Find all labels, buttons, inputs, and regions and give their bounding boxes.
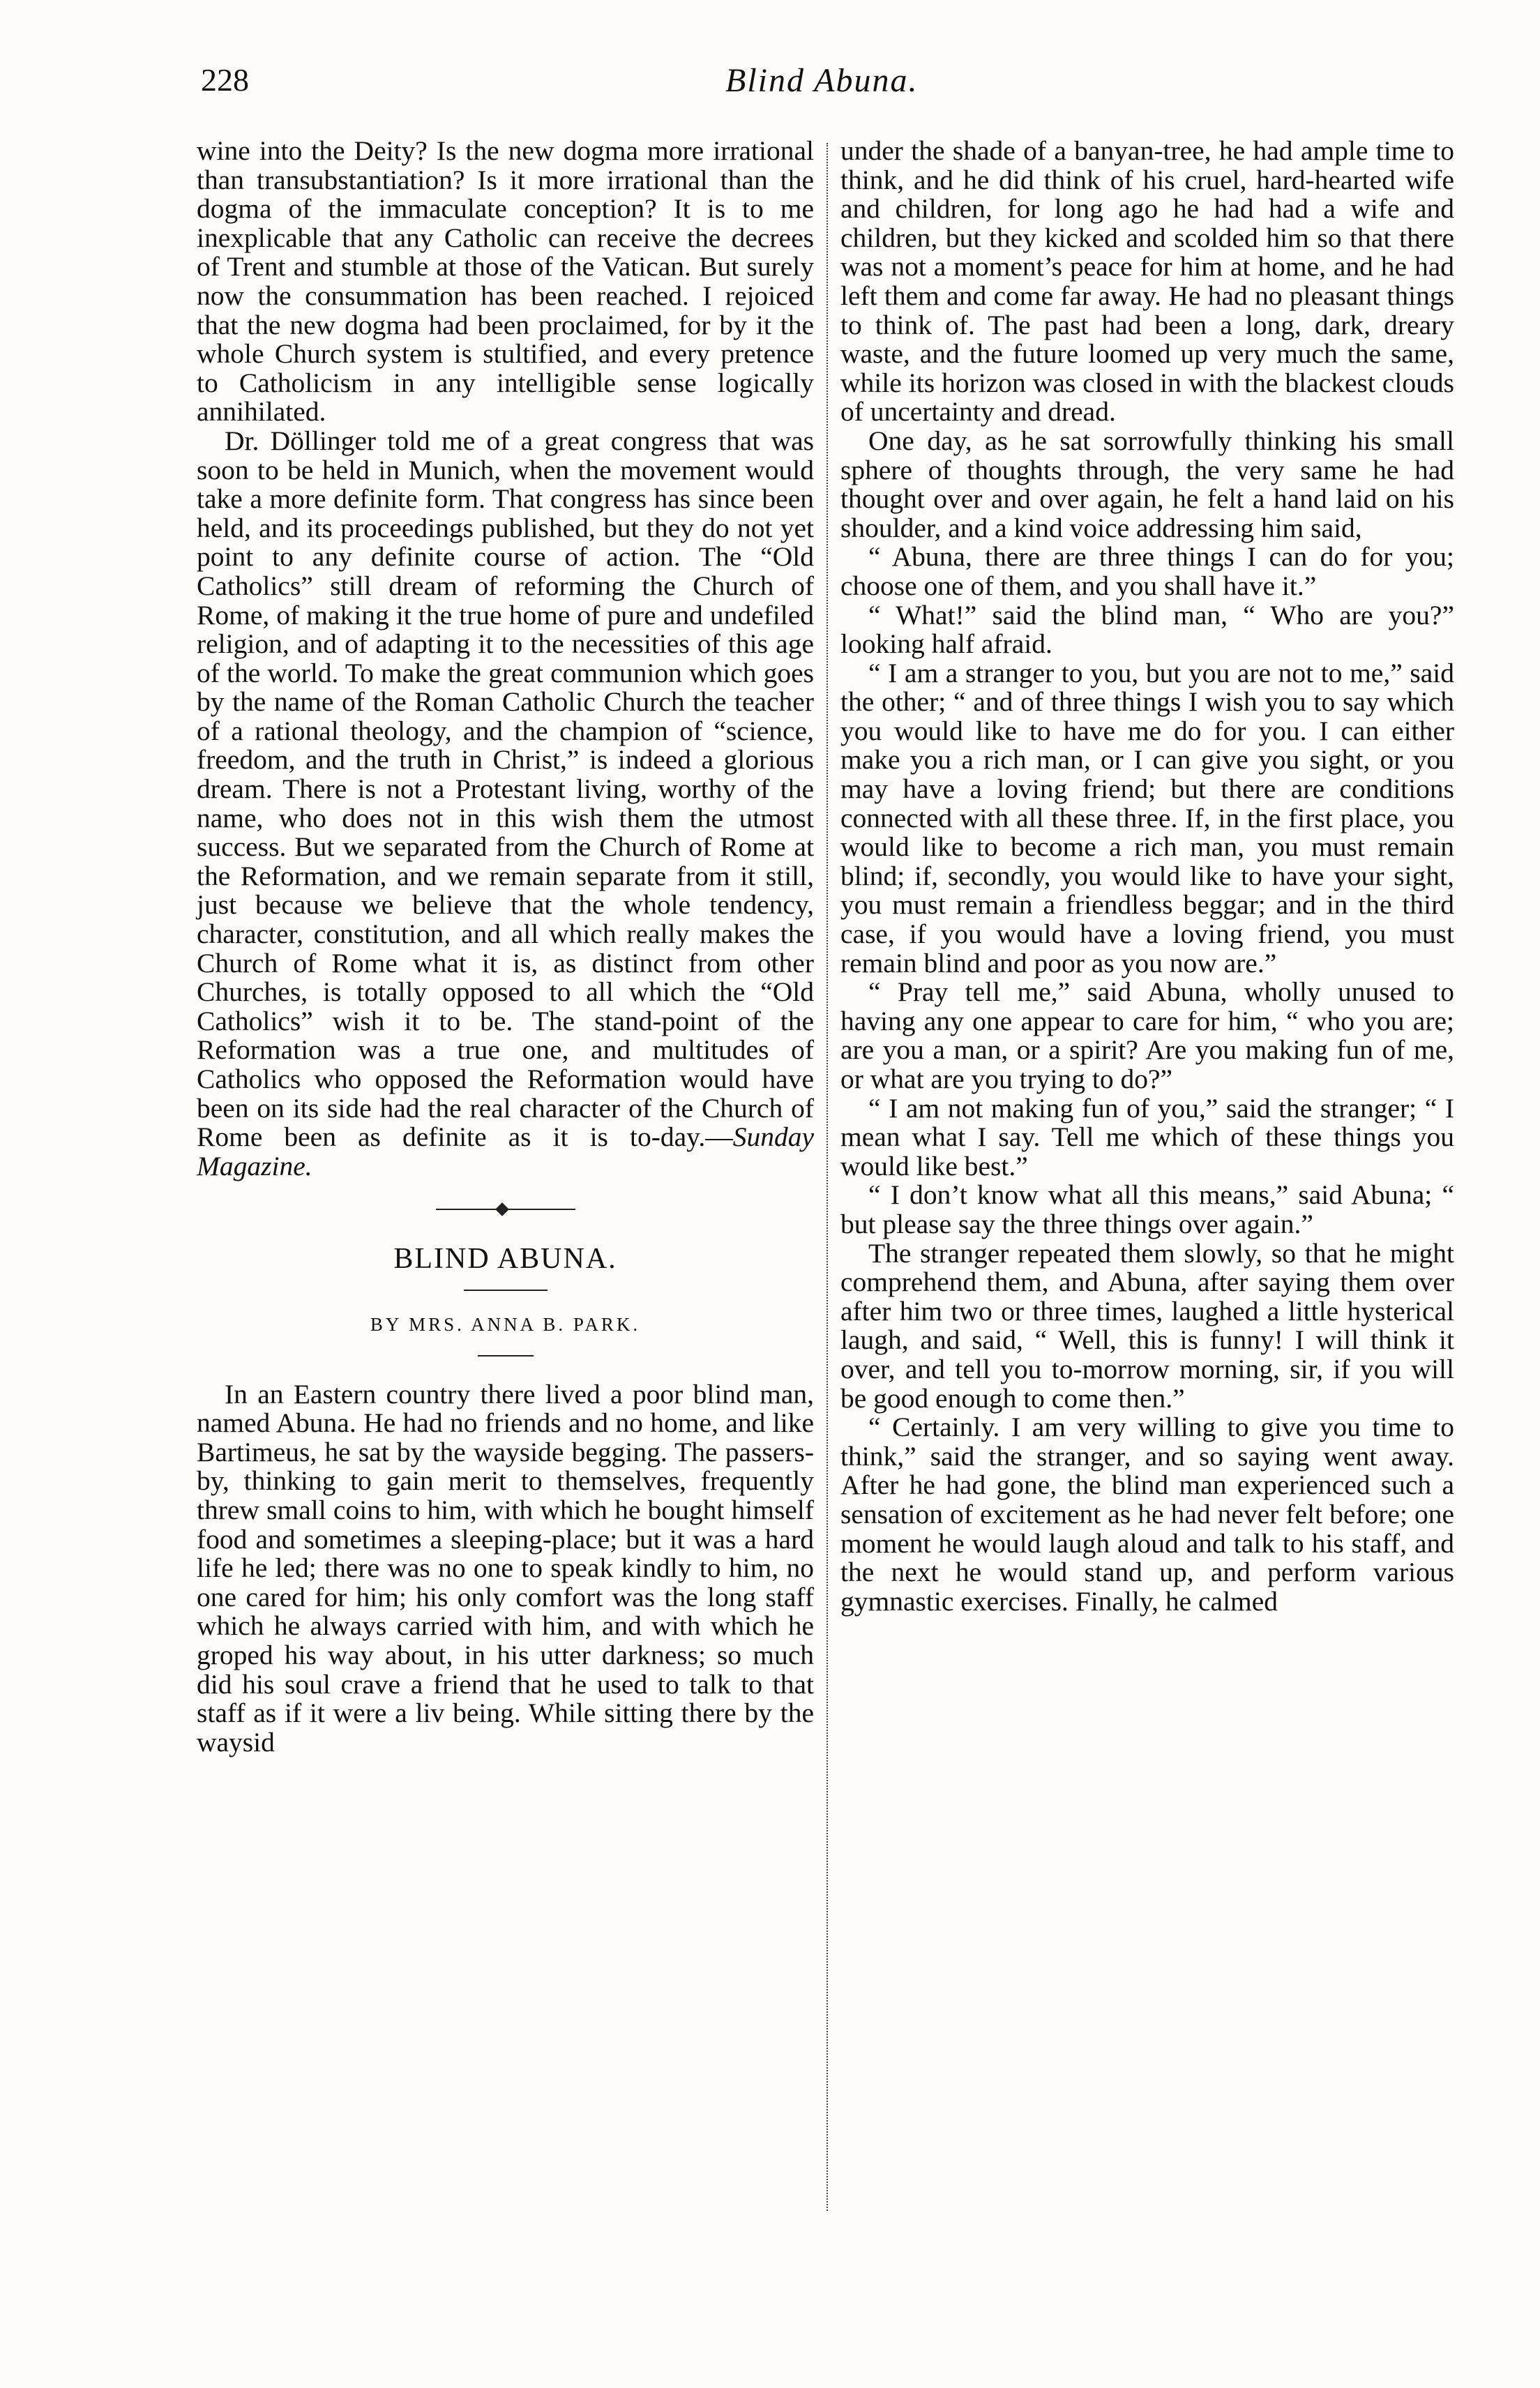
right-paragraph-6: “ Pray tell me,” said Abuna, wholly unused to having any one appear to care for him, “ who you are; are you a man, or a spirit? Are you making fun of me, or what are you trying to do?” bbox=[840, 976, 1454, 1094]
byline-rule bbox=[478, 1355, 534, 1357]
right-paragraph-9: The stranger repeated them slowly, so that he might comprehend them, and Abuna, after saying them over after him two or three times, laughed a little hysterical laugh, and said, “ Well, this is funny! I will think it over, and tell you to-morrow morning, sir, if you will be good enough to come then.” bbox=[840, 1237, 1454, 1414]
separator-diamond-icon bbox=[495, 1202, 509, 1216]
right-paragraph-5: “ I am a stranger to you, but you are not to me,” said the other; “ and of three things I wish you to say which you would like to have me do for you. I can either make you a rich man, or I can give you sight, or you may have a loving friend; but there are conditions connected with all these three. If, in the first place, you would like to become a rich man, you must remain blind; if, secondly, you would like to have your sight, you must remain a friendless beggar; and in the third case, if you would have a loving friend, you must remain blind and poor as you now are.” bbox=[840, 657, 1454, 978]
page-number: 228 bbox=[201, 62, 249, 98]
right-paragraph-8: “ I don’t know what all this means,” said Abuna; “ but please say the three things over again.” bbox=[840, 1179, 1454, 1239]
left-column bbox=[197, 137, 814, 1757]
left-paragraph-3: In an Eastern country there lived a poor blind man, named Abuna. He had no friends and no home, and like Bartimeus, he sat by the wayside begging. The passers-by, thinking to gain merit to themselves, frequently threw small coins to him, with which he bought himself food and sometimes a sleeping-place; but it was a hard life he led; there was no one to speak kindly to him, no one cared for him; his only comfort was the long staff which he always carried with him, and with which he groped his way about, in his utter darkness; so much did his soul crave a friend that he used to talk to that staff as if it were a liv being. While sitting there by the waysid bbox=[197, 1378, 814, 1758]
source-citation: Sunday Magazine. bbox=[197, 1121, 814, 1181]
title-rule bbox=[464, 1290, 548, 1291]
right-paragraph-2: One day, as he sat sorrowfully thinking his small sphere of thoughts through, the very same he had thought over and over again, he felt a hand laid on his shoulder, and a kind voice addressing him said, bbox=[840, 425, 1454, 543]
right-paragraph-10: “ Certainly. I am very willing to give you time to think,” said the stranger, and so saying went away. After he had gone, the blind man experienced such a sensation of excitement as he had never felt before; one moment he would laugh aloud and talk to his staff, and the next he would stand up, and perform various gymnastic exercises. Finally, he calmed bbox=[840, 1412, 1454, 1617]
left-paragraph-1: wine into the Deity? Is the new dogma more irrational than transubstantiation? Is it more irrational than the dogma of the immaculate conception? It is to me inexplicable that any Catholic can receive the decrees of Trent and stumble at those of the Vatican. But surely now the consummation has been reached. I rejoiced that the new dogma had been proclaimed, for by it the whole Church system is stultified, and every pretence to Catholicism in any intelligible sense logically annihilated. bbox=[197, 135, 814, 428]
section-separator bbox=[436, 1209, 575, 1210]
left-paragraph-2-text: Dr. Döllinger told me of a great congress that was soon to be held in Munich, when the movement would take a more definite form. That congress has since been held, and its proceedings published, but they do not yet point to any definite course of action. The “Old Catholics” still dream of reforming the Church of Rome, of making it the true home of pure and undefiled religion, and of adapting it to the necessities of this age of the world. To make the great communion which goes by the name of the Roman Catholic Church the teacher of a rational theology, and the champion of “science, freedom, and the truth in Christ,” is indeed a glorious dream. There is not a Protestant living, worthy of the name, who does not in this wish them the utmost success. But we separated from the Church of Rome at the Reformation, and we remain separate from it still, just because we believe that the whole tendency, character, constitution, and all which really makes the Church of Rome what it is, as distinct from other Churches, is totally opposed to all which the “Old Catholics” wish it to be. The stand-point of the Reformation was a true one, and multitudes of Catholics who opposed the Reformation would have been on its side had the real character of the Church of Rome been as definite as it is to-day.— bbox=[197, 425, 814, 1153]
right-paragraph-7: “ I am not making fun of you,” said the stranger; “ I mean what I say. Tell me which of these things you would like best.” bbox=[840, 1092, 1454, 1181]
right-column bbox=[840, 137, 1454, 1616]
column-divider bbox=[826, 143, 828, 2211]
right-paragraph-1: under the shade of a banyan-tree, he had ample time to think, and he did think of his cruel, hard-hearted wife and children, for long ago he had had a wife and children, but they kicked and scolded him so that there was not a moment’s peace for him at home, and he had left them and come far away. He had no pleasant things to think of. The past had been a long, dark, dreary waste, and the future loomed up very much the same, while its horizon was closed in with the blackest clouds of uncertainty and dread. bbox=[840, 135, 1454, 428]
running-title: Blind Abuna. bbox=[725, 62, 919, 99]
page-header bbox=[0, 61, 1540, 110]
right-paragraph-4: “ What!” said the blind man, “ Who are you?” looking half afraid. bbox=[840, 599, 1454, 660]
left-paragraph-2 bbox=[197, 427, 814, 1181]
byline: BY MRS. ANNA B. PARK. bbox=[370, 1313, 641, 1335]
right-paragraph-3: “ Abuna, there are three things I can do for you; choose one of them, and you shall have it.” bbox=[840, 541, 1454, 601]
article-title: BLIND ABUNA. bbox=[393, 1243, 617, 1276]
